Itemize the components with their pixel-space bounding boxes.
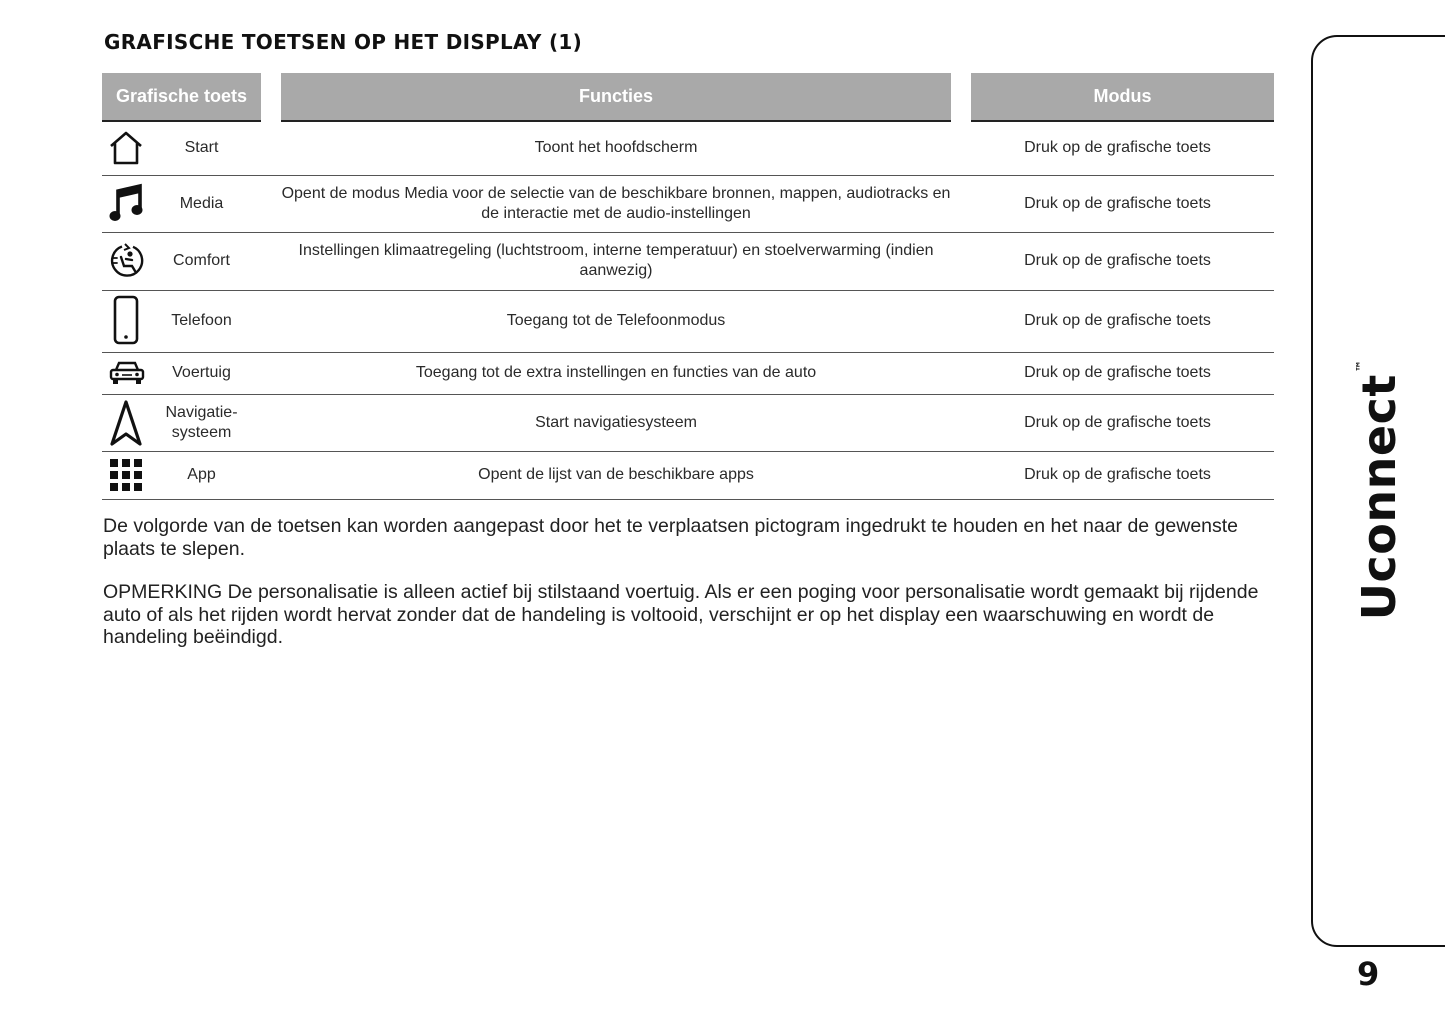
page-number: 9 (1357, 955, 1380, 993)
key-name: Voertuig (152, 352, 271, 394)
navigation-arrow-icon (108, 399, 144, 447)
key-function: Toegang tot de Telefoonmodus (271, 290, 961, 352)
table-row (102, 121, 1274, 175)
key-function: Toont het hoofdscherm (271, 121, 961, 175)
key-name: Telefoon (152, 290, 271, 352)
key-mode: Druk op de grafische toets (961, 352, 1274, 394)
key-name: Comfort (152, 232, 271, 290)
climate-seat-icon (108, 243, 146, 279)
table-row (102, 232, 1274, 290)
table-row (102, 451, 1274, 499)
home-icon (108, 131, 144, 165)
header-mode: Modus (961, 73, 1274, 121)
note-paragraph: OPMERKING De personalisatie is alleen actief bij stilstaand voertuig. Als er een poging voor personalisatie wordt gemaakt bij rijdende auto of als het rijden wordt hervat zonder dat de handeling is voltooid, verschijnt er op het display een waarschuwing en wordt de handeling beëindigd. (103, 581, 1259, 648)
table-row (102, 175, 1274, 232)
key-name: App (152, 451, 271, 499)
key-name: Media (152, 175, 271, 232)
key-function: Instellingen klimaatregeling (luchtstroom, interne temperatuur) en stoelverwarming (indien aanwezig) (271, 232, 961, 290)
header-functions: Functies (271, 73, 961, 121)
chapter-tab-label: Uconnect™ (1352, 359, 1406, 621)
section-heading: GRAFISCHE TOETSEN OP HET DISPLAY (1) (104, 30, 583, 54)
key-function: Toegang tot de extra instellingen en functies van de auto (271, 352, 961, 394)
music-note-icon (108, 183, 144, 225)
car-icon (108, 359, 146, 387)
key-mode: Druk op de grafische toets (961, 451, 1274, 499)
phone-icon (108, 295, 144, 347)
app-grid-icon (108, 457, 146, 493)
trademark-symbol: ™ (1354, 359, 1368, 373)
header-graphic-key: Grafische toets (102, 73, 271, 121)
key-mode: Druk op de grafische toets (961, 175, 1274, 232)
key-function: Start navigatiesysteem (271, 394, 961, 451)
key-name: Navigatie- systeem (152, 394, 271, 451)
table-row (102, 290, 1274, 352)
key-function: Opent de modus Media voor de selectie van de beschikbare bronnen, mappen, audiotracks en de interactie met de audio-instellingen (271, 175, 961, 232)
order-paragraph: De volgorde van de toetsen kan worden aangepast door het te verplaatsen pictogram ingedrukt te houden en het naar de gewenste plaats te slepen. (103, 515, 1239, 560)
key-mode: Druk op de grafische toets (961, 394, 1274, 451)
key-name: Start (152, 121, 271, 175)
key-mode: Druk op de grafische toets (961, 290, 1274, 352)
key-mode: Druk op de grafische toets (961, 232, 1274, 290)
key-function: Opent de lijst van de beschikbare apps (271, 451, 961, 499)
table-header-row (102, 73, 1274, 121)
table-row (102, 394, 1274, 451)
table-row (102, 352, 1274, 394)
key-mode: Druk op de grafische toets (961, 121, 1274, 175)
graphic-keys-table (102, 73, 1274, 500)
